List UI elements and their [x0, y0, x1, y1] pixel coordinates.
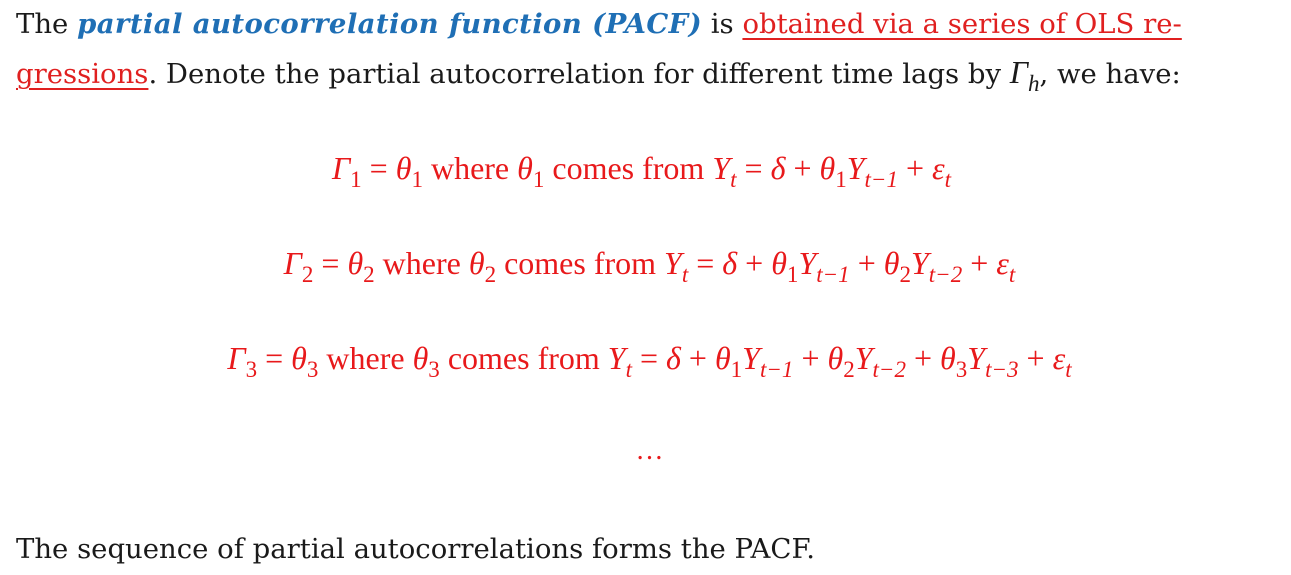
ols-regressions-link-part1[interactable]: obtained via a series of OLS re- [742, 8, 1182, 40]
theta-subscript: 1 [730, 356, 743, 383]
theta-subscript: 1 [835, 166, 847, 193]
ols-regressions-link-part2[interactable]: gressions [16, 58, 149, 90]
y-subscript: t [681, 261, 689, 288]
intro-lead: The [16, 8, 69, 40]
pacf-term: partial autocorrelation function (PACF) [77, 8, 703, 40]
equation-ellipsis: … [635, 435, 664, 466]
gamma-subscript: 3 [245, 356, 258, 383]
lag-subscript: t−1 [864, 166, 898, 193]
closing-paragraph: The sequence of partial autocorrelations forms the PACF. [16, 533, 815, 565]
gamma-subscript: 1 [350, 166, 362, 193]
theta-symbol: θ [883, 245, 900, 281]
y-symbol: Y [846, 150, 865, 186]
theta-symbol: θ [940, 340, 956, 376]
lag-subscript: t−2 [928, 261, 963, 288]
y-symbol: Y [607, 340, 626, 376]
theta-symbol: θ [291, 340, 307, 376]
theta-symbol: θ [827, 340, 844, 376]
delta-symbol: δ [722, 245, 738, 281]
lag-subscript: t−2 [872, 356, 906, 383]
delta-symbol: δ [666, 340, 681, 376]
theta-symbol: θ [819, 150, 836, 186]
y-symbol: Y [798, 245, 817, 281]
theta-subscript: 3 [428, 356, 440, 383]
epsilon-symbol: ε [932, 150, 945, 186]
where-text: where [430, 150, 510, 186]
gamma-subscript: 2 [301, 261, 314, 288]
intro-tail: , we have: [1039, 58, 1181, 90]
theta-subscript: 2 [899, 261, 911, 288]
theta-symbol: θ [395, 150, 412, 186]
theta-subscript: 2 [363, 261, 375, 288]
y-symbol: Y [712, 150, 731, 186]
epsilon-subscript: t [1008, 261, 1016, 288]
theta-symbol: θ [347, 245, 364, 281]
gamma-symbol: Γ [331, 150, 351, 186]
y-symbol: Y [664, 245, 682, 281]
theta-symbol: θ [517, 150, 533, 186]
equation-2: $\Gamma_2 = \theta_2$ where $\theta_2$ comes from $Y_t = \delta + \theta_1Y_{t-1} + \theta_2Y_{t-2} + \varepsilon_t$ [283, 245, 1016, 288]
y-symbol: Y [967, 340, 986, 376]
equation-3: $\Gamma_3 = \theta_3$ where $\theta_3$ comes from $Y_t = \delta + \theta_1Y_{t-1} + \theta_2Y_{t-2} + \theta_3Y_{t-3} + \varepsilon_t$ [227, 340, 1072, 383]
comes-from-text: comes from [447, 340, 600, 376]
theta-subscript: 1 [411, 166, 423, 193]
theta-subscript: 1 [786, 261, 799, 288]
theta-symbol: θ [412, 340, 429, 376]
y-subscript: t [730, 166, 737, 193]
gamma-symbol: Γ [227, 340, 246, 376]
lag-subscript: t−1 [816, 261, 850, 288]
gamma-h-symbol: $\Gamma_h$ [1009, 54, 1040, 97]
where-text: where [326, 340, 405, 376]
epsilon-subscript: t [944, 166, 952, 193]
equation-1: $\Gamma_1 = \theta_1$ where $\theta_1$ comes from $Y_t = \delta + \theta_1Y_{t-1} + \varepsilon_t$ [331, 150, 952, 193]
theta-subscript: 2 [843, 356, 855, 383]
gamma-symbol: Γ [283, 245, 302, 281]
intro-paragraph [16, 0, 1278, 98]
comes-from-text: comes from [504, 245, 657, 281]
epsilon-subscript: t [1065, 356, 1072, 383]
y-symbol: Y [854, 340, 873, 376]
theta-subscript: 2 [484, 261, 497, 288]
theta-subscript: 3 [955, 356, 968, 383]
y-symbol: Y [910, 245, 929, 281]
comes-from-text: comes from [552, 150, 705, 186]
theta-subscript: 3 [306, 356, 319, 383]
theta-subscript: 1 [532, 166, 545, 193]
intro-connector: is [710, 8, 734, 40]
lag-subscript: t−3 [985, 356, 1019, 383]
epsilon-symbol: ε [996, 245, 1009, 281]
theta-symbol: θ [468, 245, 485, 281]
theta-symbol: θ [771, 245, 787, 281]
intro-rest: . Denote the partial autocorrelation for different time lags by [148, 58, 1002, 90]
y-subscript: t [625, 356, 632, 383]
lag-subscript: t−1 [759, 356, 794, 383]
where-text: where [382, 245, 461, 281]
theta-symbol: θ [714, 340, 731, 376]
epsilon-symbol: ε [1052, 340, 1066, 376]
y-symbol: Y [742, 340, 760, 376]
delta-symbol: δ [770, 150, 786, 186]
